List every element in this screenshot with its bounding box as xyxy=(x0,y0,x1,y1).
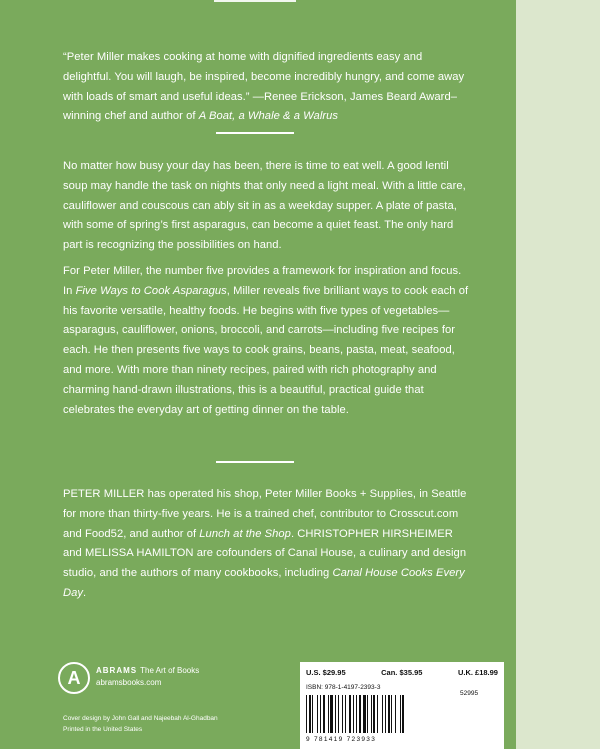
bio-text-1: PETER MILLER has operated his shop, Peter Miller Books + Supplies, in Seattle for more than thirty-five years. He is a trained chef, contributor to Crosscut.com and Food52, and author of xyxy=(63,488,467,540)
barcode-bar xyxy=(400,695,401,733)
barcode-bar xyxy=(317,695,318,733)
barcode-bar xyxy=(371,695,372,733)
bio-book-2: Canal House Cooks Every Day xyxy=(63,567,465,599)
price-row xyxy=(306,668,498,677)
publisher-name xyxy=(96,666,199,675)
barcode-bar xyxy=(342,695,343,733)
barcode-bar xyxy=(323,695,325,733)
cover-design-credit: Cover design by John Gall and Najeebah Al-Ghadban xyxy=(63,715,218,722)
publisher-tagline: The Art of Books xyxy=(140,666,200,675)
barcode-bar xyxy=(353,695,354,733)
barcode-bar xyxy=(377,695,378,733)
barcode-bar xyxy=(345,695,346,733)
barcode-bar xyxy=(328,695,329,733)
intro-paragraph xyxy=(63,157,473,266)
isbn-number: ISBN: 978-1-4197-2393-3 xyxy=(306,684,381,691)
price-uk: U.K. £18.99 xyxy=(457,668,498,677)
publisher-brand: ABRAMS xyxy=(96,666,138,675)
description-text-2: , Miller reveals five brilliant ways to cook each of his favorite versatile, healthy foods. He begins with five types of vegetables—asparagus, cauliflower, onions, broccoli, and carrots—including five recipes for each. He then presents five ways to cook grains, beans, pasta, meat, seafood, and more. With more than ninety recipes, paired with rich photography and charming hand-drawn illustrations, this is a beautiful, practical guide that celebrates the everyday art of getting dinner on the table. xyxy=(63,284,469,416)
publisher-url: abramsbooks.com xyxy=(96,678,162,687)
barcode-bar xyxy=(359,695,361,733)
barcode-bar xyxy=(335,695,336,733)
review-quote xyxy=(63,48,473,137)
barcode-panel xyxy=(300,662,504,749)
abrams-logo-icon: A xyxy=(58,662,90,694)
barcode-bar xyxy=(385,695,386,733)
review-quote-text: “Peter Miller makes cooking at home with dignified ingredients easy and delightful. You will laugh, be inspired, become incredibly hungry, and come away with loads of smart and useful ideas.” —Renee Erickson, James Beard Award–winning chef and author of xyxy=(63,51,465,123)
barcode-bar xyxy=(356,695,357,733)
barcode-bar xyxy=(388,695,390,733)
spine-edge xyxy=(516,0,600,749)
barcode-add-on: 52995 xyxy=(460,690,479,697)
barcode-bar xyxy=(367,695,368,733)
barcode-bar xyxy=(363,695,366,733)
review-quote-book-title: A Boat, a Whale & a Walrus xyxy=(198,110,339,123)
barcode-bar xyxy=(338,695,339,733)
description-text-1: For Peter Miller, the number five provides a framework for inspiration and focus. In xyxy=(63,265,462,297)
barcode-bar xyxy=(312,695,313,733)
barcode-bar xyxy=(391,695,392,733)
barcode-bar xyxy=(402,695,404,733)
description-book-title: Five Ways to Cook Asparagus xyxy=(75,284,227,297)
bio-text-2: . CHRISTOPHER HIRSHEIMER and MELISSA HAMILTON are cofounders of Canal House, a culinary and design studio, and the authors of many cookbooks, including xyxy=(63,527,467,580)
bio-book-1: Lunch at the Shop xyxy=(199,527,291,540)
printed-in-credit: Printed in the United States xyxy=(63,726,143,733)
credits xyxy=(63,713,283,735)
price-can: Can. $35.95 xyxy=(381,668,423,677)
barcode-bar xyxy=(330,695,333,733)
bio-text-3: . xyxy=(83,586,87,599)
barcode-bar xyxy=(306,695,307,733)
barcode-digits: 9 781419 723933 xyxy=(306,736,377,743)
description-paragraph xyxy=(63,262,473,430)
barcode-bar xyxy=(382,695,383,733)
barcode-bar xyxy=(320,695,321,733)
divider-2 xyxy=(216,461,294,463)
price-us: U.S. $29.95 xyxy=(306,668,346,677)
divider-1 xyxy=(216,132,294,134)
top-divider xyxy=(214,0,296,2)
barcode-bar xyxy=(373,695,375,733)
author-bio xyxy=(63,485,473,614)
intro-text: No matter how busy your day has been, there is time to eat well. A good lentil soup may handle the task on nights that only need a light meal. With a little care, cauliflower and couscous can ably sit in as a weekday supper. A plate of pasta, with some of spring’s first asparagus, can become a quiet feast. The only hard part is recognizing the possibilities on hand. xyxy=(63,160,466,252)
publisher-logo xyxy=(58,662,258,698)
barcode-bar xyxy=(395,695,396,733)
barcode-bar xyxy=(309,695,311,733)
barcode-bar xyxy=(349,695,351,733)
